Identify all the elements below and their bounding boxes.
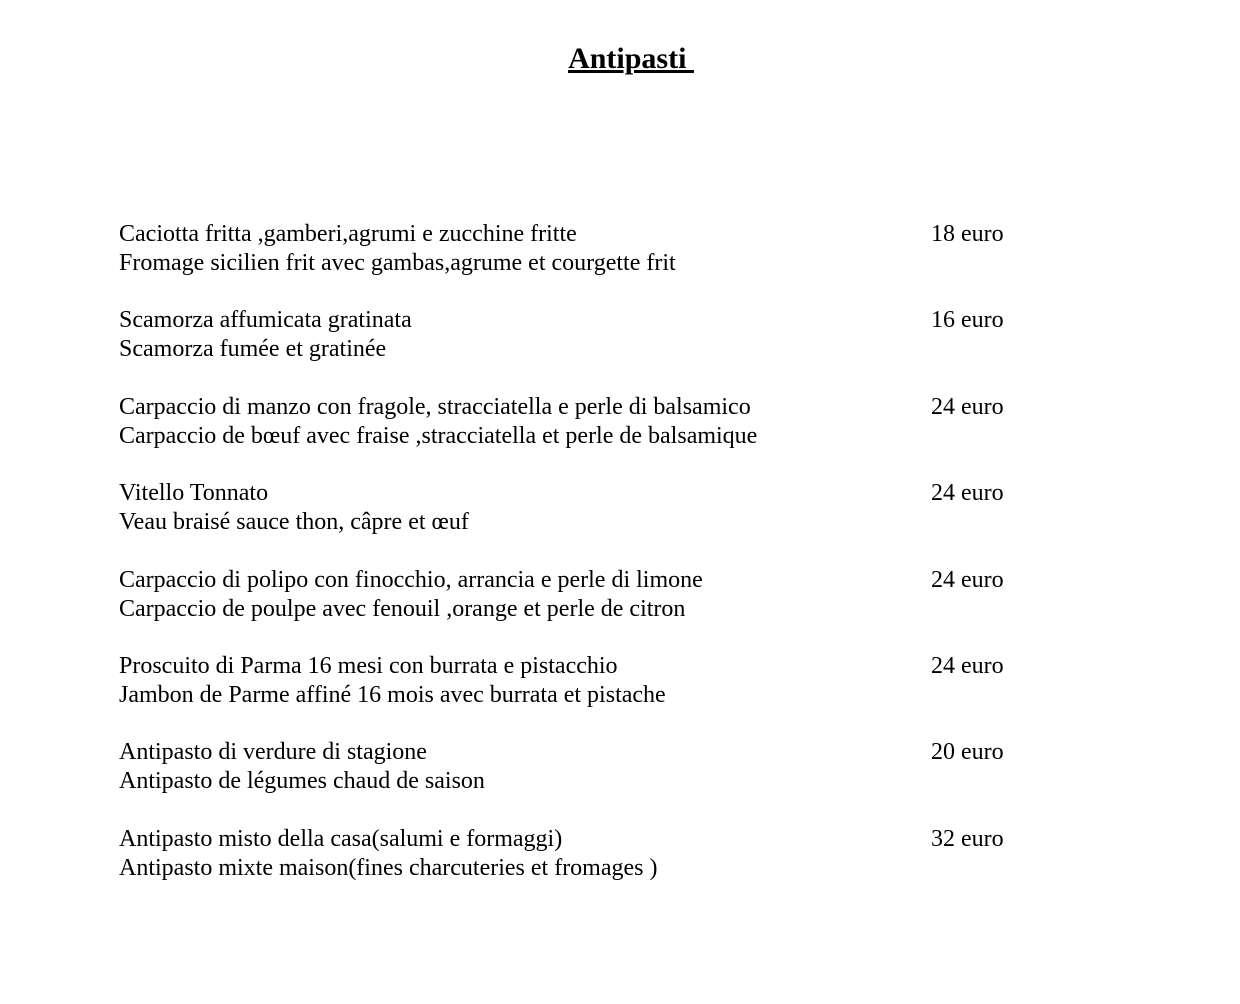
item-name-french: Antipasto mixte maison(fines charcuteries et fromages )	[119, 854, 658, 881]
menu-item	[119, 825, 1119, 911]
item-name-italian: Carpaccio di polipo con finocchio, arrancia e perle di limone	[119, 566, 703, 593]
item-name-italian: Scamorza affumicata gratinata	[119, 307, 412, 334]
menu-item	[119, 738, 1119, 824]
item-name-italian: Vitello Tonnato	[119, 480, 269, 507]
item-price: 16 euro	[931, 307, 1004, 334]
menu-item	[119, 652, 1119, 738]
item-price: 24 euro	[931, 652, 1004, 679]
item-name-italian: Antipasto misto della casa(salumi e formaggi)	[119, 825, 563, 852]
menu-item	[119, 393, 1119, 479]
menu-item	[119, 220, 1119, 306]
item-price: 24 euro	[931, 393, 1004, 420]
item-price: 18 euro	[931, 221, 1004, 247]
item-name-italian: Antipasto di verdure di stagione	[119, 739, 427, 766]
menu-item	[119, 306, 1119, 392]
menu-list	[119, 220, 1119, 911]
item-name-italian: Caciotta fritta ,gamberi,agrumi e zucchine fritte	[119, 221, 577, 247]
item-price: 24 euro	[931, 480, 1004, 507]
item-price: 32 euro	[931, 825, 1004, 852]
item-name-french: Carpaccio de poulpe avec fenouil ,orange et perle de citron	[119, 595, 686, 622]
page-title-text: Antipasti	[568, 42, 694, 75]
item-name-french: Fromage sicilien frit avec gambas,agrume et courgette frit	[119, 250, 676, 276]
menu-item	[119, 566, 1119, 652]
item-name-italian: Proscuito di Parma 16 mesi con burrata e pistacchio	[119, 652, 618, 679]
item-name-french: Veau braisé sauce thon, câpre et œuf	[119, 509, 469, 536]
item-price: 20 euro	[931, 739, 1004, 766]
item-name-french: Jambon de Parme affiné 16 mois avec burrata et pistache	[119, 681, 666, 708]
item-name-italian: Carpaccio di manzo con fragole, stracciatella e perle di balsamico	[119, 393, 751, 420]
item-price: 24 euro	[931, 566, 1004, 593]
item-name-french: Antipasto de légumes chaud de saison	[119, 768, 485, 795]
page-title	[0, 39, 1240, 79]
menu-item	[119, 479, 1119, 565]
item-name-french: Carpaccio de bœuf avec fraise ,stracciatella et perle de balsamique	[119, 422, 758, 449]
item-name-french: Scamorza fumée et gratinée	[119, 336, 387, 363]
